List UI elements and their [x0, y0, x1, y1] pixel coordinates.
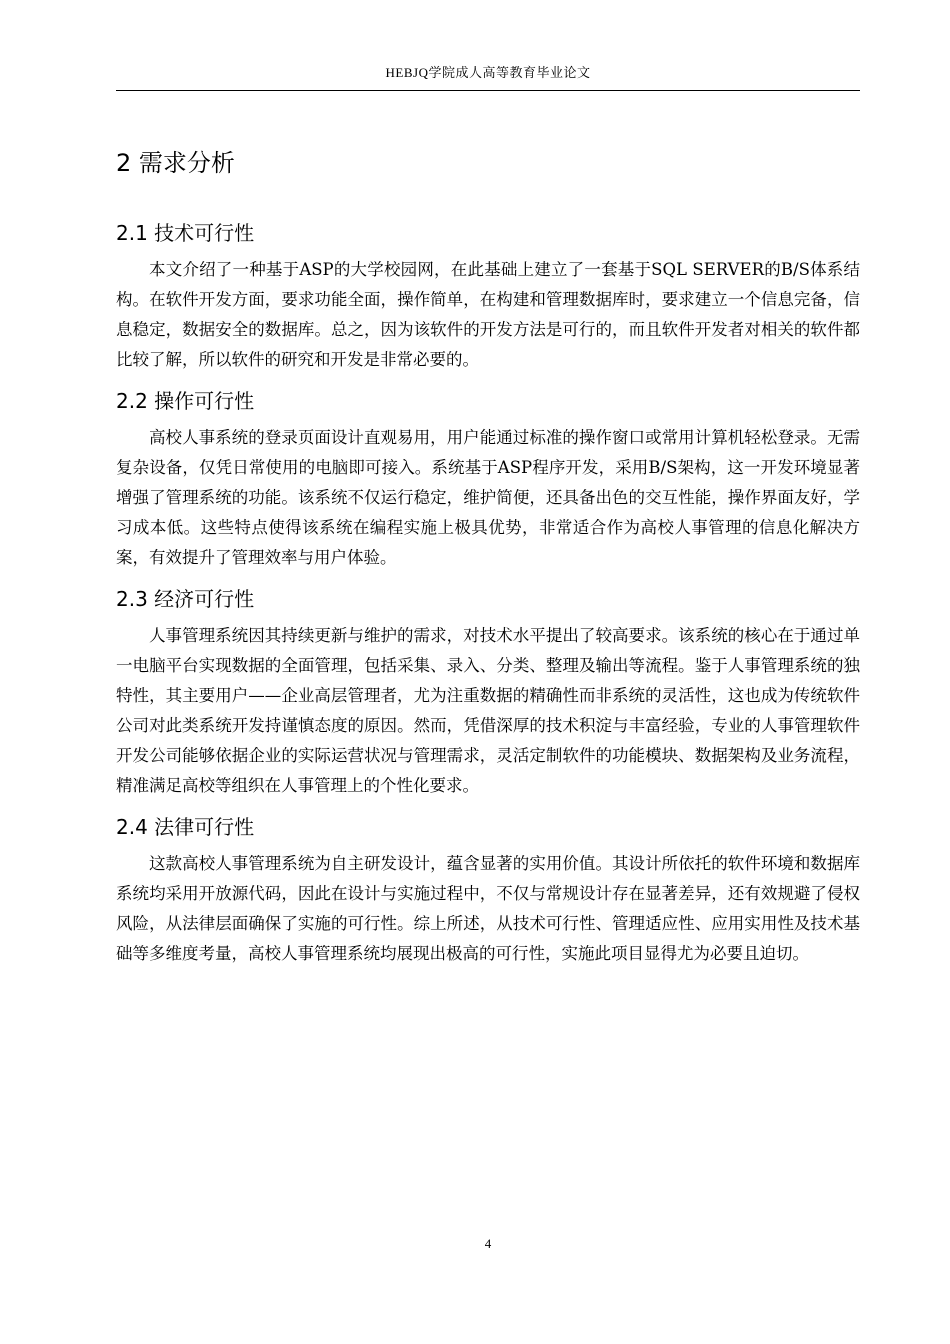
- section-paragraph: 高校人事系统的登录页面设计直观易用，用户能通过标准的操作窗口或常用计算机轻松登录。无需复杂设备，仅凭日常使用的电脑即可接入。系统基于ASP程序开发，采用B/S架构，这一开发环境显著增强了管理系统的功能。该系统不仅运行稳定，维护简便，还具备出色的交互性能，操作界面友好，学习成本低。这些特点使得该系统在编程实施上极具优势，非常适合作为高校人事管理的信息化解决方案，有效提升了管理效率与用户体验。: [116, 428, 860, 567]
- page-header: HEBJQ学院成人高等教育毕业论文: [385, 65, 591, 80]
- section-title: 2.2 操作可行性: [116, 389, 255, 413]
- section-technical-feasibility: [116, 215, 860, 375]
- chapter-title: 2 需求分析: [116, 149, 235, 177]
- section-title: 2.3 经济可行性: [116, 587, 255, 611]
- section-legal-feasibility: [116, 809, 860, 969]
- page-content: [116, 142, 860, 977]
- section-title: 2.4 法律可行性: [116, 815, 255, 839]
- section-paragraph: 人事管理系统因其持续更新与维护的需求，对技术水平提出了较高要求。该系统的核心在于通过单一电脑平台实现数据的全面管理，包括采集、录入、分类、整理及输出等流程。鉴于人事管理系统的独特性，其主要用户——企业高层管理者，尤为注重数据的精确性而非系统的灵活性，这也成为传统软件公司对此类系统开发持谨慎态度的原因。然而，凭借深厚的技术积淀与丰富经验，专业的人事管理软件开发公司能够依据企业的实际运营状况与管理需求，灵活定制软件的功能模块、数据架构及业务流程，精准满足高校等组织在人事管理上的个性化要求。: [116, 626, 860, 795]
- section-paragraph: 这款高校人事管理系统为自主研发设计，蕴含显著的实用价值。其设计所依托的软件环境和数据库系统均采用开放源代码，因此在设计与实施过程中，不仅与常规设计存在显著差异，还有效规避了侵权风险，从法律层面确保了实施的可行性。综上所述，从技术可行性、管理适应性、应用实用性及技术基础等多维度考量，高校人事管理系统均展现出极高的可行性，实施此项目显得尤为必要且迫切。: [116, 854, 860, 963]
- section-paragraph: 本文介绍了一种基于ASP的大学校园网，在此基础上建立了一套基于SQL SERVER的B/S体系结构。在软件开发方面，要求功能全面，操作简单，在构建和管理数据库时，要求建立一个信息完备，信息稳定，数据安全的数据库。总之，因为该软件的开发方法是可行的，而且软件开发者对相关的软件都比较了解，所以软件的研究和开发是非常必要的。: [116, 260, 860, 369]
- header-divider: [116, 90, 860, 91]
- page-number: 4: [484, 1236, 492, 1251]
- section-title: 2.1 技术可行性: [116, 221, 255, 245]
- section-economic-feasibility: [116, 581, 860, 801]
- section-operational-feasibility: [116, 383, 860, 573]
